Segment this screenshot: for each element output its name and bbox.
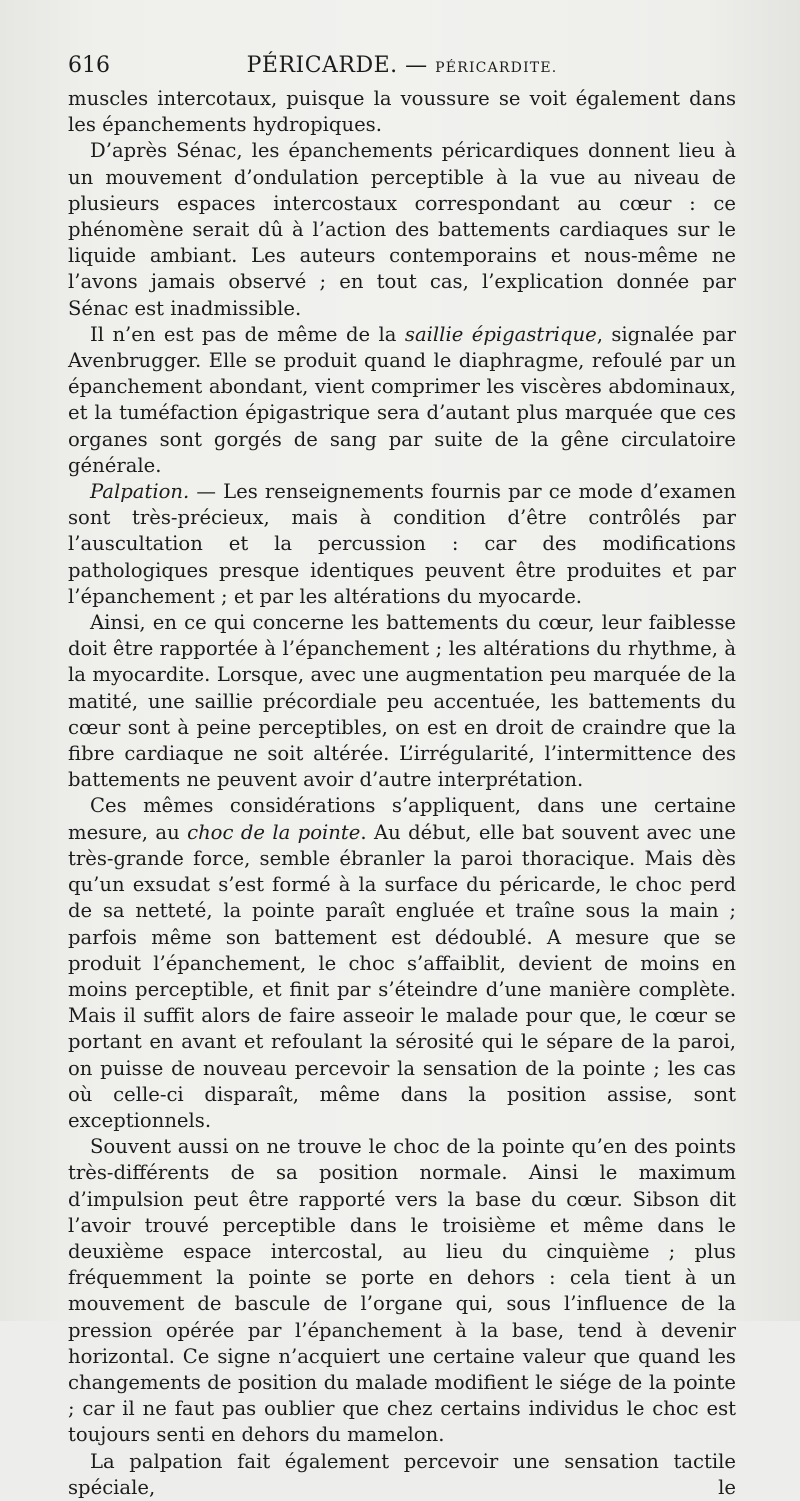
text-run: — Les renseignements fournis par ce mode d’examen sont très-précieux, mais à condition d’être contrôlés par l’auscultation et la percussion : car des modifications pathologiques presque identiques peuvent être produites et par l’épanchement ; et par les altérations du myocarde. bbox=[68, 480, 736, 608]
paragraph bbox=[68, 793, 736, 1134]
running-title bbox=[68, 50, 736, 84]
paragraph bbox=[68, 479, 736, 610]
text-run: Souvent aussi on ne trouve le choc de la pointe qu’en des points très-différents de sa position normale. Ainsi le maximum d’impulsion peut être rapporté vers la base du cœur. Sibson dit l’avoir trouvé perceptible dans le troisième et même dans le deuxième espace intercostal, au lieu du cinquième ; plus fréquemment la pointe se porte en dehors : cela tient à un mouvement de bascule de l’organe qui, sous l’influence de la pression opérée par l’épanchement à la base, tend à devenir horizontal. Ce signe n’acquiert une certaine valeur que quand les changements de position du malade modifient le siége de la pointe ; car il ne faut pas oublier que chez certains individus le choc est toujours senti en dehors du mamelon. bbox=[68, 1135, 736, 1447]
italic-phrase: saillie épigastrique bbox=[404, 322, 597, 346]
text-run: La palpation fait également percevoir une sensation tactile spéciale, le bbox=[68, 1449, 736, 1499]
section-title: PÉRICARDITE. bbox=[435, 60, 558, 76]
text-run: D’après Sénac, les épanchements péricardiques donnent lieu à un mouvement d’ondulation perceptible à la vue au niveau de plusieurs espaces intercostaux correspondant au cœur : ce phénomène serait dû à l’action des battements cardiaques sur le liquide ambiant. Les auteurs contemporains et nous-même ne l’avons jamais observé ; en tout cas, l’explication donnée par Sénac est inadmissible. bbox=[68, 139, 736, 320]
chapter-title: PÉRICARDE. bbox=[246, 53, 398, 78]
text-run: muscles intercotaux, puisque la voussure se voit également dans les épanchements hydropiques. bbox=[68, 87, 736, 137]
text-run: . Au début, elle bat souvent avec une très-grande force, semble ébranler la paroi thoracique. Mais dès qu’un exsudat s’est formé à la surface du péricarde, le choc perd de sa netteté, la pointe paraît engluée et traîne sous la main ; parfois même son battement est dédoublé. A mesure que se produit l’épanchement, le choc s’affaiblit, devient de moins en moins perceptible, et finit par s’éteindre d’une manière complète. Mais il suffit alors de faire asseoir le malade pour que, le cœur se portant en avant et refoulant la sérosité qui le sépare de la paroi, on puisse de nouveau percevoir la sensation de la pointe ; les cas où celle-ci disparaît, même dans la position assise, sont exceptionnels. bbox=[68, 820, 736, 1132]
text-body bbox=[68, 86, 736, 1501]
running-header bbox=[68, 50, 736, 82]
paragraph bbox=[68, 610, 736, 793]
paragraph bbox=[68, 322, 736, 479]
italic-phrase: choc de la pointe bbox=[187, 820, 361, 844]
page-number: 616 bbox=[68, 53, 110, 78]
italic-phrase: Palpation. bbox=[90, 480, 190, 504]
text-run: Ainsi, en ce qui concerne les battements du cœur, leur faiblesse doit être rapportée à l’épanchement ; les altérations du rhythme, à la myocardite. Lorsque, avec une augmentation peu marquée de la matité, une saillie précordiale peu accentuée, les battements du cœur sont à peine perceptibles, on est en droit de craindre que la fibre cardiaque ne soit altérée. L’irrégularité, l’intermittence des battements ne peuvent avoir d’autre interprétation. bbox=[68, 611, 736, 792]
text-run: Il n’en est pas de même de la bbox=[90, 322, 405, 346]
text-run: , signalée par Avenbrugger. Elle se produit quand le diaphragme, refoulé par un épanchement abondant, vient comprimer les viscères abdominaux, et la tuméfaction épigastrique sera d’autant plus marquée que ces organes sont gorgés de sang par suite de la gêne circulatoire générale. bbox=[68, 322, 736, 477]
text-run: Ces mêmes considérations s’appliquent, dans une certaine mesure, au bbox=[68, 794, 736, 844]
paragraph bbox=[68, 1134, 736, 1448]
paragraph bbox=[68, 86, 736, 138]
title-separator: — bbox=[405, 53, 428, 78]
paragraph bbox=[68, 138, 736, 321]
paragraph bbox=[68, 1449, 736, 1501]
